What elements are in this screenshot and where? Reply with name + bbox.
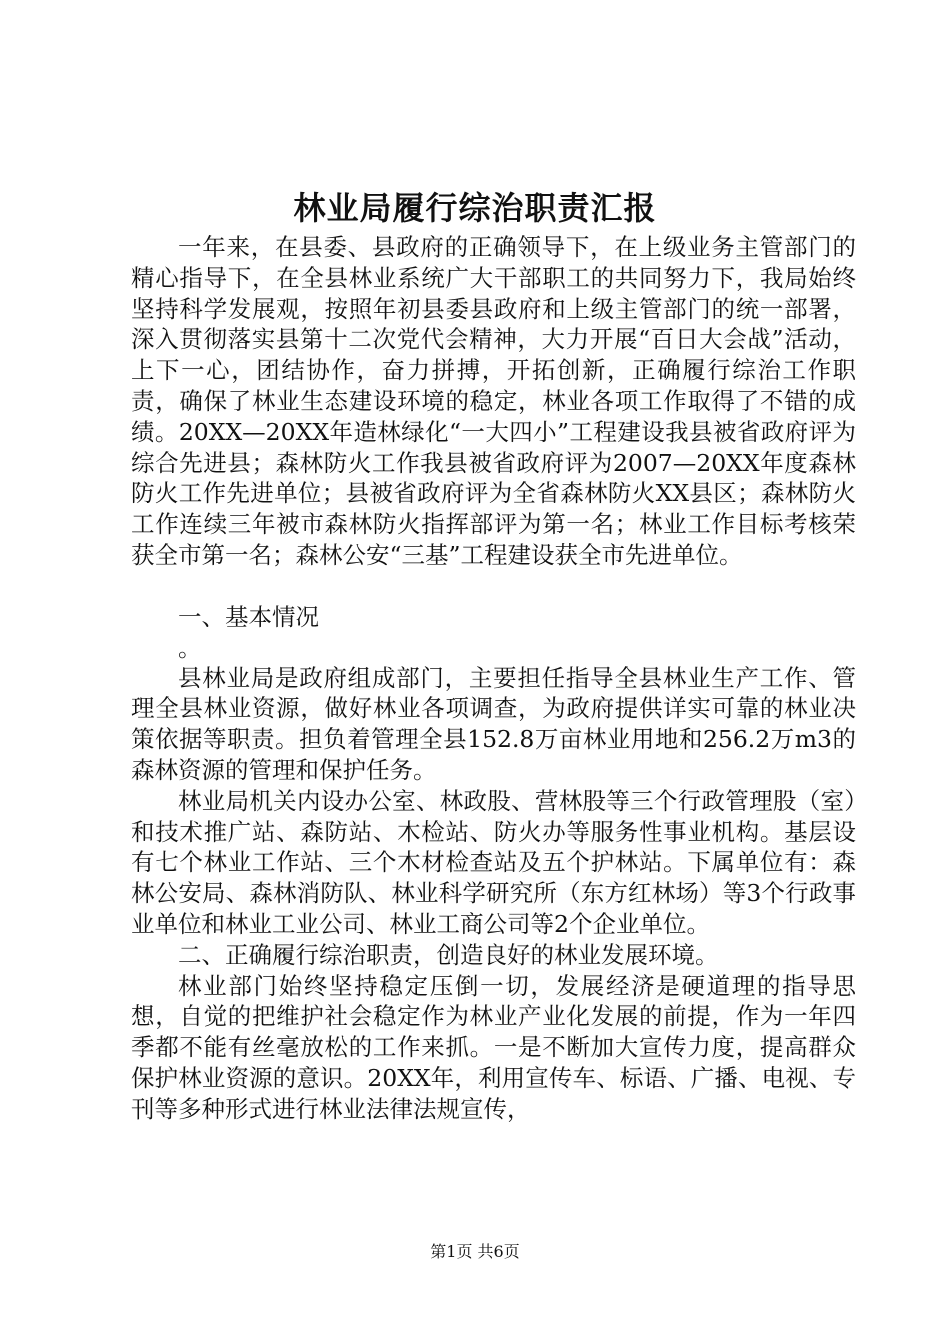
page-footer: 第1页 共6页 [430, 1242, 520, 1261]
paragraph-stability: 林业部门始终坚持稳定压倒一切，发展经济是硬道理的指导思想，自觉的把维护社会稳定作为林业产业化发展的前提，作为一年四季都不能有丝毫放松的工作来抓。一是不断加大宣传力度，提高群众保护林业资源的意识。20XX年，利用宣传车、标语、广播、电视、专刊等多种形式进行林业法律法规宣传， [131, 971, 856, 1123]
paragraph-bureau-duties: 县林业局是政府组成部门，主要担任指导全县林业生产工作、管理全县林业资源，做好林业各项调查，为政府提供详实可靠的林业决策依据等职责。担负着管理全县152.8万亩林业用地和256.2万m3的森林资源的管理和保护任务。 [131, 663, 856, 784]
document-body [131, 232, 856, 1125]
section-heading-duties: 二、正确履行综治职责，创造良好的林业发展环境。 [178, 940, 719, 969]
section-heading-basic-info: 一、基本情况 [178, 602, 319, 631]
paragraph-intro: 一年来，在县委、县政府的正确领导下，在上级业务主管部门的精心指导下，在全县林业系统广大干部职工的共同努力下，我局始终坚持科学发展观，按照年初县委县政府和上级主管部门的统一部署，深入贯彻落实县第十二次党代会精神，大力开展“百日大会战”活动，上下一心，团结协作，奋力拼搏，开拓创新，正确履行综治工作职责，确保了林业生态建设环境的稳定，林业各项工作取得了不错的成绩。20XX—20XX年造林绿化“一大四小”工程建设我县被省政府评为综合先进县；森林防火工作我县被省政府评为2007—20XX年度森林防火工作先进单位；县被省政府评为全省森林防火XX县区；森林防火工作连续三年被市森林防火指挥部评为第一名；林业工作目标考核荣获全市第一名；森林公安“三基”工程建设获全市先进单位。 [131, 233, 856, 569]
paragraph-bureau-structure: 林业局机关内设办公室、林政股、营林股等三个行政管理股（室）和技术推广站、森防站、木检站、防火办等服务性事业机构。基层设有七个林业工作站、三个木材检查站及五个护林站。下属单位有：森林公安局、森林消防队、林业科学研究所（东方红林场）等3个行政事业单位和林业工业公司、林业工商公司等2个企业单位。 [131, 786, 856, 938]
paragraph-dot: 。 [178, 633, 202, 662]
document-title: 林业局履行综治职责汇报 [293, 189, 657, 227]
